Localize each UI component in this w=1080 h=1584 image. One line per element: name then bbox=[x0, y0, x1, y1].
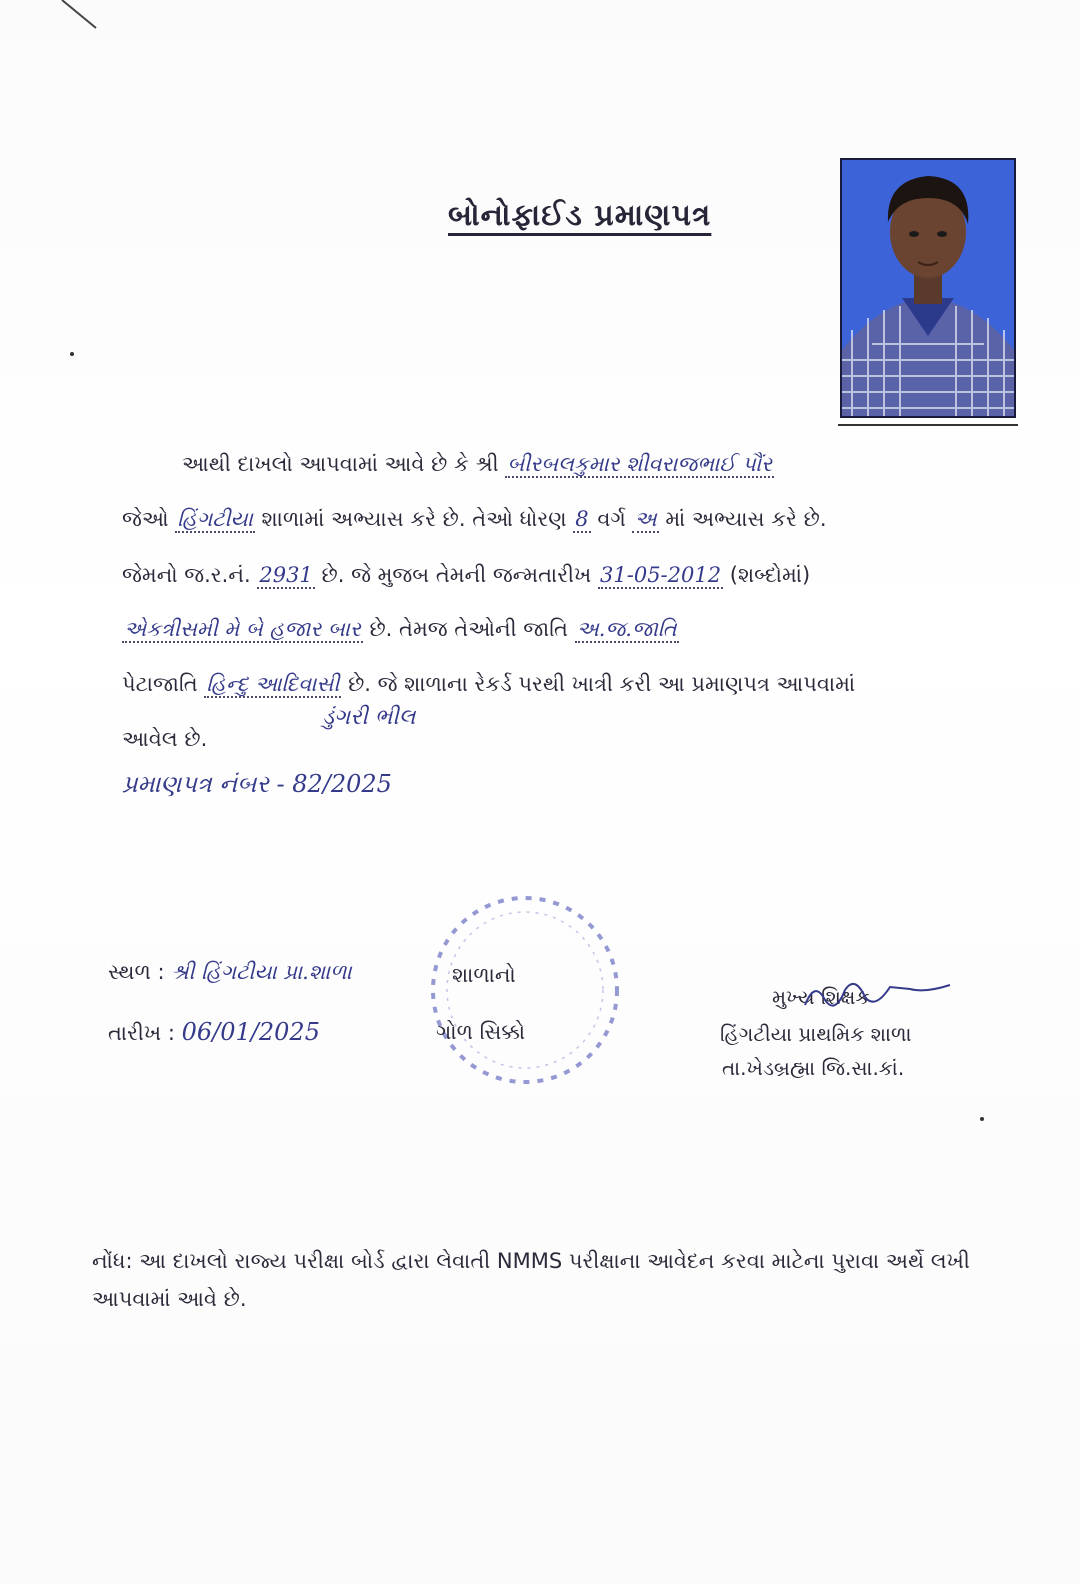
body-line-1 bbox=[182, 452, 774, 477]
place-row bbox=[108, 960, 352, 985]
line5-suffix: છે. જે શાળાના રેકર્ડ પરથી ખાત્રી કરી આ પ્રમાણપત્ર આપવામાં bbox=[348, 672, 856, 696]
body-line-2 bbox=[122, 507, 827, 532]
seal-label-2: ગોળ સિક્કો bbox=[436, 1020, 526, 1044]
line5-prefix: પેટાજાતિ bbox=[122, 672, 198, 696]
date-value: 06/01/2025 bbox=[181, 1018, 320, 1046]
register-number-field: 2931 bbox=[259, 563, 313, 587]
birth-date-field: 31-05-2012 bbox=[600, 563, 722, 587]
caste-field: અ.જ.જાતિ bbox=[576, 617, 677, 641]
school-name-field: હિંગટીયા bbox=[177, 507, 253, 531]
signer-taluka: તા.ખેડબ્રહ્મા જિ.સા.કાં. bbox=[722, 1056, 905, 1080]
standard-field: 8 bbox=[575, 507, 589, 531]
date-label: તારીખ : bbox=[108, 1021, 175, 1045]
body-line-4 bbox=[122, 617, 679, 642]
footnote: નોંધ: આ દાખલો રાજ્ય પરીક્ષા બોર્ડ દ્વારા લેવાતી NMMS પરીક્ષાના આવેદન કરવા માટેના પુરાવા અર્થે લખી આપવામાં આવે છે. bbox=[92, 1249, 970, 1311]
student-photo bbox=[840, 158, 1016, 418]
certificate-number: પ્રમાણપત્ર નંબર - 82/2025 bbox=[122, 770, 392, 798]
line2-prefix: જેઓ bbox=[122, 507, 169, 531]
birth-date-words-field: એકત્રીસમી મે બે હજાર બાર bbox=[124, 617, 361, 641]
body-line-6: આવેલ છે. bbox=[122, 727, 208, 751]
body-line-3 bbox=[122, 563, 810, 588]
place-value: શ્રી હિંગટીયા પ્રા.શાળા bbox=[171, 960, 352, 984]
student-name-field: બીરબલકુમાર શીવરાજભાઈ પૌંર bbox=[507, 452, 773, 476]
line2-suffix: માં અભ્યાસ કરે છે. bbox=[665, 507, 827, 531]
school-seal-stamp bbox=[425, 880, 625, 1100]
line3-prefix: જેમનો જ.ર.નં. bbox=[122, 563, 251, 587]
signer-school: હિંગટીયા પ્રાથમિક શાળા bbox=[720, 1022, 912, 1046]
place-label: સ્થળ : bbox=[108, 960, 165, 984]
sub-caste-field: હિન્દુ આદિવાસી bbox=[206, 672, 340, 696]
certificate-title: બોનોફાઈડ પ્રમાણપત્ર bbox=[448, 198, 712, 233]
speck-2 bbox=[980, 1117, 984, 1121]
body-line-5 bbox=[122, 672, 855, 697]
signature-scribble bbox=[800, 975, 960, 1015]
speck-1 bbox=[70, 352, 74, 356]
signer-title: મુખ્ય શિક્ષક bbox=[772, 985, 870, 1009]
intro-text: આથી દાખલો આપવામાં આવે છે કે શ્રી bbox=[182, 452, 499, 476]
line2-mid: શાળામાં અભ્યાસ કરે છે. તેઓ ધોરણ bbox=[261, 507, 567, 531]
line3-suffix: (શબ્દોમાં) bbox=[729, 563, 811, 587]
sub-caste-note: ડુંગરી ભીલ bbox=[322, 705, 416, 730]
line3-mid: છે. જે મુજબ તેમની જન્મતારીખ bbox=[321, 563, 592, 587]
fold-mark bbox=[60, 0, 100, 30]
line2-class-label: વર્ગ bbox=[597, 507, 626, 531]
date-row bbox=[108, 1018, 320, 1046]
line4-mid: છે. તેમજ તેઓની જાતિ bbox=[369, 617, 568, 641]
class-division-field: અ bbox=[634, 507, 657, 531]
photo-underline bbox=[838, 424, 1018, 426]
seal-label-1: શાળાનો bbox=[452, 963, 516, 987]
